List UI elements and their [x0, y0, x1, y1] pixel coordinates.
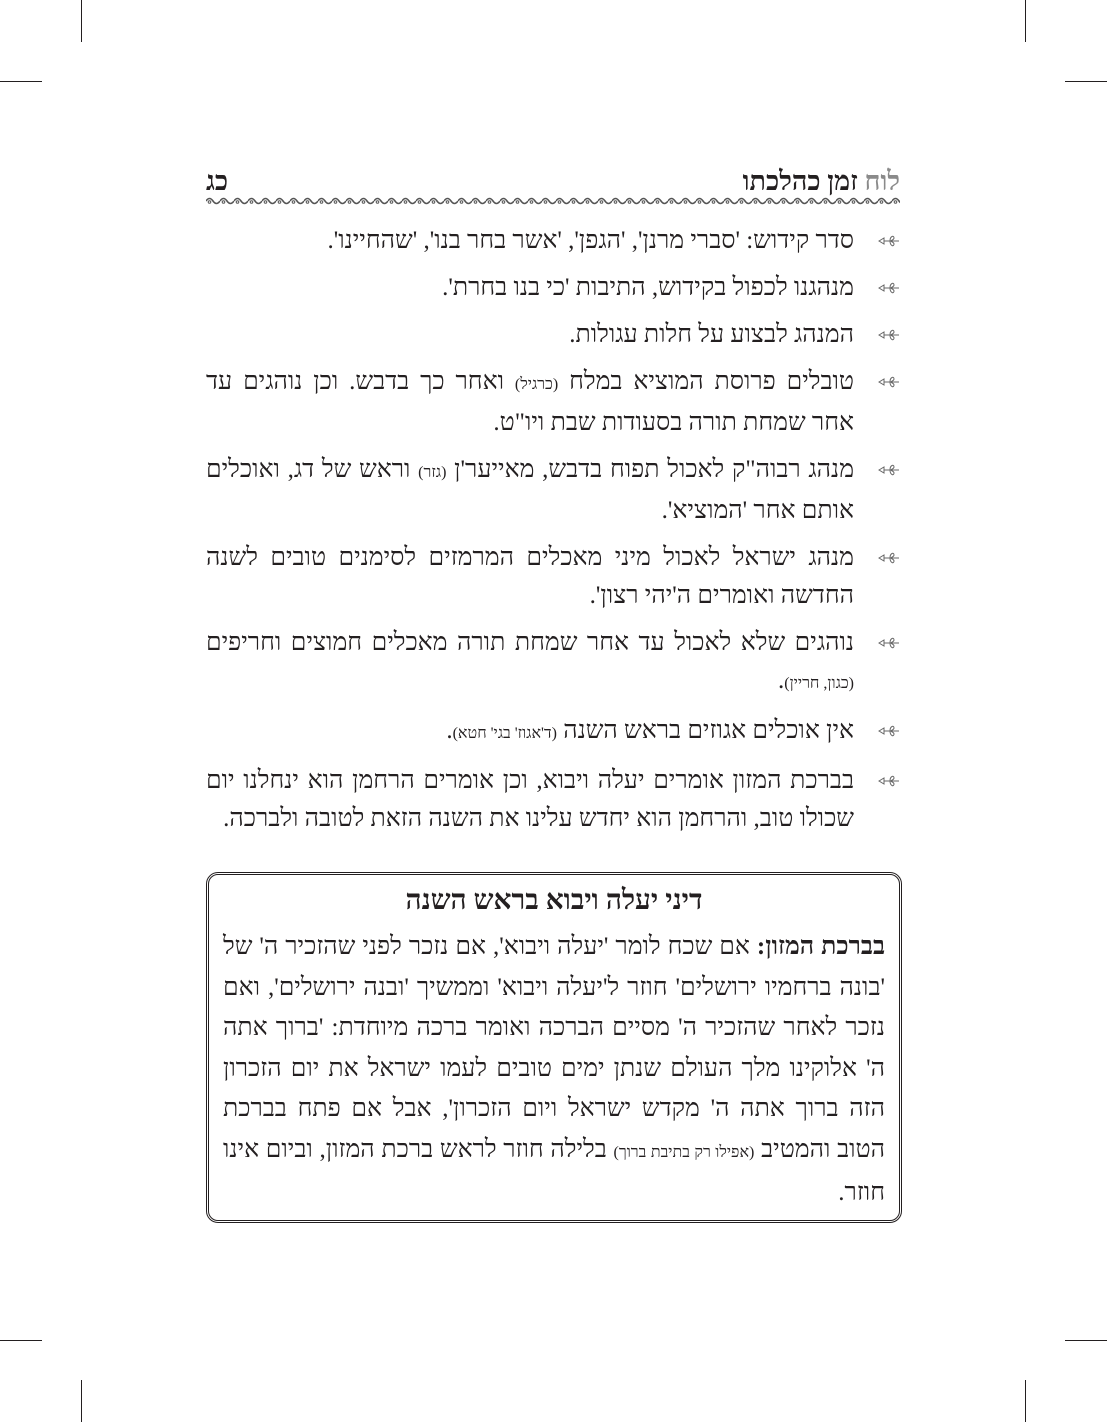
ornamental-rule — [206, 196, 900, 206]
fleuron-bullet-icon — [878, 774, 900, 788]
crop-mark — [81, 0, 82, 42]
list-item — [206, 363, 900, 442]
item-text: . — [778, 667, 785, 694]
box-body: בלילה חוזר לראש ברכת המזון, וביום אינו חוזר. — [223, 1135, 885, 1206]
item-text: ואחר כך בדבש. וכן נוהגים עד אחר שמחת תורה בסעודות שבת ויו"ט. — [206, 368, 854, 436]
list-item — [206, 451, 900, 530]
box-lead: בברכת המזון: — [756, 933, 886, 960]
item-note: (כגון, חריין) — [784, 675, 854, 692]
fleuron-bullet-icon — [878, 281, 900, 295]
list-item — [206, 222, 900, 260]
item-text: מנהג ישראל לאכול מיני מאכלים המרמזים לסימנים טובים לשנה החדשה ואומרים ה'יהי רצון'. — [206, 544, 854, 609]
crop-mark — [1065, 81, 1107, 82]
customs-list — [206, 222, 900, 847]
running-title — [743, 166, 900, 197]
fleuron-bullet-icon — [878, 375, 900, 389]
crop-mark — [1025, 0, 1026, 42]
fleuron-bullet-icon — [878, 463, 900, 477]
fleuron-bullet-icon — [878, 636, 900, 650]
item-text: מנהג רבוה"ק לאכול תפוח בדבש, מאייער'ן — [454, 456, 855, 483]
list-item — [206, 269, 900, 307]
crop-mark — [0, 1340, 42, 1341]
item-text: המנהג לבצוע על חלות עגולות. — [569, 321, 854, 348]
running-title-part1: לוח — [864, 166, 900, 196]
list-item — [206, 762, 900, 838]
box-note: (אפילו רק בתיבת ברוך) — [613, 1143, 755, 1161]
box-body: אם שכח לומר 'יעלה ויבוא', אם נזכר לפני שהזכיר ה' של 'בונה ברחמיו ירושלים' חוזר ל'יעלה ויבוא' וממשיך 'ובנה ירושלים', ואם נזכר לאחר שהזכיר ה' מסיים הברכה ואומר ברכה מיוחדת: 'ברוך אתה ה' אלוקינו מלך העולם שנתן ימים טובים לעמו ישראל את יום הזכרון הזה ברוך אתה ה' מקדש ישראל ויום הזכרון', אבל אם פתח בברכת הטוב והמטיב — [223, 933, 886, 1163]
box-text — [223, 927, 885, 1214]
item-text: סדר קידוש: 'סברי מרנן', 'הגפן', 'אשר בחר בנו', 'שהחיינו'. — [327, 227, 854, 254]
item-text: מנהגנו לכפול בקידוש, התיבות 'כי בנו בחרת'. — [442, 274, 854, 301]
item-note: (גזר) — [418, 464, 447, 481]
item-note: (ד'אגוז' בגי' חטא) — [452, 725, 557, 742]
list-item — [206, 539, 900, 615]
item-text: בברכת המזון אומרים יעלה ויבוא, וכן אומרים הרחמן הוא ינחלנו יום שכולו טוב, והרחמן הוא יחדש עלינו את השנה הזאת לטובה ולברכה. — [206, 767, 854, 832]
halacha-box — [206, 872, 902, 1223]
item-note: (כרגיל) — [514, 376, 559, 393]
list-item — [206, 624, 900, 703]
fleuron-bullet-icon — [878, 551, 900, 565]
fleuron-bullet-icon — [878, 234, 900, 248]
running-title-part2: זמן כהלכתו — [742, 166, 858, 196]
list-item — [206, 712, 900, 753]
item-text: . — [446, 717, 453, 744]
running-header — [206, 160, 900, 196]
crop-mark — [1025, 1380, 1026, 1422]
item-text: טובלים פרוסת המוציא במלח — [569, 368, 855, 395]
fleuron-bullet-icon — [878, 724, 900, 738]
list-item — [206, 316, 900, 354]
crop-mark — [0, 81, 42, 82]
crop-mark — [81, 1380, 82, 1422]
fleuron-bullet-icon — [878, 328, 900, 342]
item-text: אין אוכלים אגוזים בראש השנה — [563, 717, 854, 744]
page-number: כג — [206, 166, 229, 196]
book-page — [206, 160, 900, 1206]
crop-mark — [1065, 1340, 1107, 1341]
item-text: נוהגים שלא לאכול עד אחר שמחת תורה מאכלים חמוצים וחריפים — [206, 629, 854, 656]
item-text: וראש של דג, ואוכלים אותם אחר 'המוציא'. — [206, 456, 854, 524]
box-title: דיני יעלה ויבוא בראש השנה — [405, 885, 703, 916]
